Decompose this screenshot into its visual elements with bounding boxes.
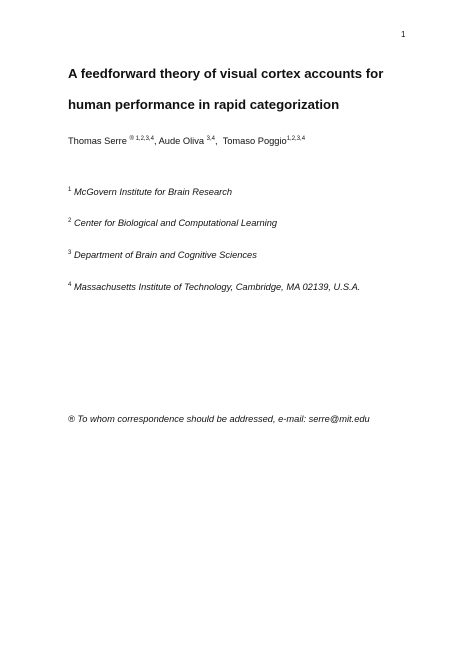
- affiliation-2: [68, 218, 277, 228]
- affiliation-text: Massachusetts Institute of Technology, Cambridge, MA 02139, U.S.A.: [73, 282, 361, 292]
- affiliation-mark: 4: [68, 282, 72, 288]
- author-name: Tomaso Poggio: [222, 136, 287, 146]
- author-list: [68, 136, 305, 146]
- affiliation-1: [68, 187, 232, 197]
- affiliation-text: Center for Biological and Computational Learning: [73, 218, 278, 228]
- affiliation-4: [68, 282, 360, 292]
- author-affiliation-marks: 1,2,3,4: [286, 136, 306, 142]
- affiliation-text: Department of Brain and Cognitive Sciences: [73, 250, 257, 260]
- affiliation-mark: 2: [68, 218, 72, 224]
- author-name: Thomas Serre: [68, 136, 127, 146]
- author-affiliation-marks: 3,4: [206, 136, 216, 142]
- paper-title-line-2: human performance in rapid categorization: [68, 97, 340, 112]
- affiliation-mark: 1: [68, 187, 72, 193]
- correspondence-note: ® To whom correspondence should be addressed, e-mail: serre@mit.edu: [68, 414, 370, 424]
- author-name: Aude Oliva: [158, 136, 205, 146]
- author-affiliation-marks: ® 1,2,3,4: [129, 136, 154, 142]
- paper-title-line-1: A feedforward theory of visual cortex accounts for: [68, 66, 384, 81]
- affiliation-3: [68, 250, 257, 260]
- page-number: 1: [401, 30, 406, 39]
- author-separator: ,: [153, 136, 159, 146]
- affiliation-text: McGovern Institute for Brain Research: [73, 187, 233, 197]
- author-separator: ,: [215, 136, 223, 146]
- affiliation-mark: 3: [68, 250, 72, 256]
